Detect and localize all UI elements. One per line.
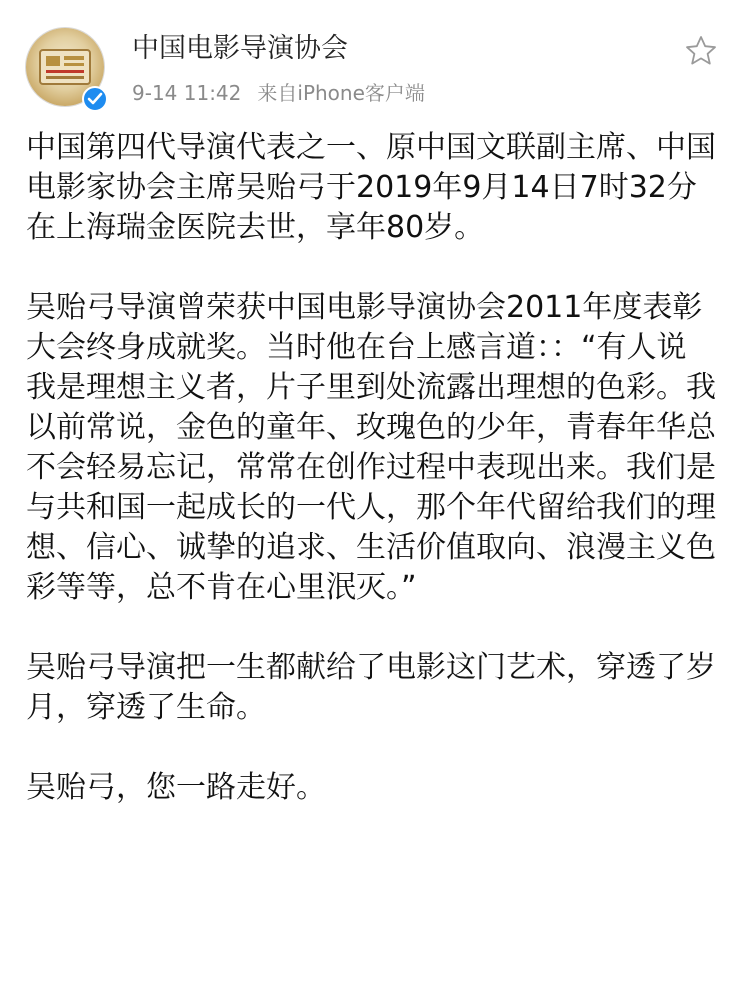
paragraph-gap [26,728,716,768]
paragraph-gap [26,608,716,648]
author-name[interactable]: 中国电影导演协会 [132,33,348,64]
star-outline-icon[interactable] [684,34,718,68]
post-meta [132,80,425,106]
post-paragraph: 吴贻弓，您一路走好。 [26,770,326,805]
paragraph-gap [26,248,716,288]
post-content [26,128,716,808]
post-paragraph: 吴贻弓导演把一生都献给了电影这门艺术，穿透了岁月，穿透了生命。 [26,650,716,725]
post-timestamp: 9-14 11:42 [132,81,242,105]
verified-badge-icon [82,86,108,112]
post-paragraph: 吴贻弓导演曾荣获中国电影导演协会2011年度表彰大会终身成就奖。当时他在台上感言道：：“有人说我是理想主义者，片子里到处流露出理想的色彩。我以前常说，金色的童年、玫瑰色的少年，青春年华总不会轻易忘记，常常在创作过程中表现出来。我们是与共和国一起成长的一代人，那个年代留给我们的理想、信心、诚挚的追求、生活价值取向、浪漫主义色彩等等，总不肯在心里泯灭。” [26,290,716,605]
post-header [26,28,716,116]
post-paragraph: 中国第四代导演代表之一、原中国文联副主席、中国电影家协会主席吴贻弓于2019年9月14日7时32分在上海瑞金医院去世，享年80岁。 [26,130,716,245]
post-source[interactable]: 来自iPhone客户端 [257,81,425,105]
